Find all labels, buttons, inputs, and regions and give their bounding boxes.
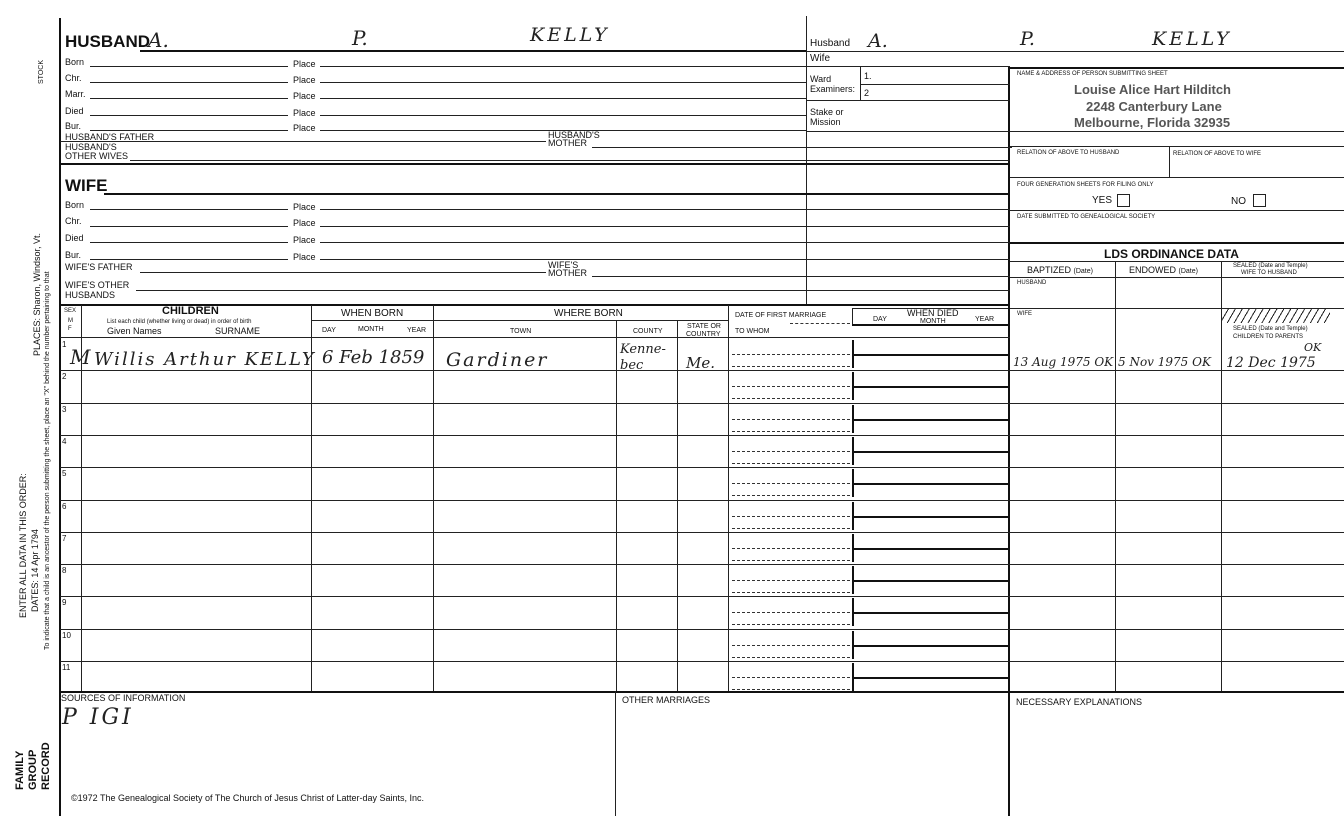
- wife-chr-place-label: Place: [293, 218, 316, 228]
- county-label: COUNTY: [633, 328, 663, 335]
- died-date-box[interactable]: [852, 437, 1010, 453]
- where-born-label: WHERE BORN: [554, 308, 623, 319]
- copyright-text: ©1972 The Genealogical Society of The Church of Jesus Christ of Latter-day Saints, Inc.: [71, 793, 424, 803]
- submitter-label: NAME & ADDRESS OF PERSON SUBMITTING SHEET: [1017, 71, 1168, 77]
- marriage-date-dash: [732, 516, 850, 517]
- baptized-date-text: (Date): [1073, 268, 1093, 275]
- husband-father-line: [60, 141, 546, 142]
- died-place-box[interactable]: [852, 679, 854, 691]
- child-1-county[interactable]: Kenne-bec: [620, 342, 666, 373]
- to-whom-dash: [732, 689, 850, 690]
- sealed-hatch: [1222, 309, 1330, 323]
- died-place-box[interactable]: [852, 421, 854, 433]
- submitter-end-line: [1010, 242, 1344, 244]
- child-row-number: 10: [62, 631, 71, 640]
- yes-checkbox[interactable]: [1117, 194, 1130, 207]
- died-date-box[interactable]: [852, 372, 1010, 388]
- husband-marr-label: Marr.: [65, 89, 86, 99]
- died-date-box[interactable]: [852, 502, 1010, 518]
- wife-other-husbands-line: [136, 290, 1010, 291]
- child-1-born[interactable]: 6 Feb 1859: [322, 347, 425, 368]
- sex-m-label: M: [68, 318, 73, 324]
- child-row-number: 11: [62, 663, 71, 672]
- state-col-line: [677, 320, 678, 691]
- when-born-sub-line: [312, 320, 434, 321]
- died-place-box[interactable]: [852, 614, 854, 626]
- sealed-wife-label-1: SEALED (Date and Temple): [1233, 263, 1308, 269]
- child-row-line: [60, 661, 1344, 662]
- child-row-line: [60, 629, 1344, 630]
- died-date-box[interactable]: [852, 405, 1010, 421]
- wife-name-line: [104, 193, 1010, 195]
- wife-died-place-label: Place: [293, 235, 316, 245]
- marriage-date-dash: [732, 354, 850, 355]
- wife-mother-label-1: WIFE'S: [548, 260, 579, 270]
- right-husband-line: [806, 51, 1344, 52]
- child-row-number: 1: [62, 340, 67, 349]
- husband-died-line: [90, 115, 288, 116]
- group-label: GROUP: [27, 749, 39, 790]
- husband-chr-place-line: [320, 82, 806, 83]
- husband-chr-place-label: Place: [293, 75, 316, 85]
- enter-data-order: ENTER ALL DATA IN THIS ORDER:: [18, 473, 28, 618]
- to-whom-dash: [732, 398, 850, 399]
- lds-husband-label: HUSBAND: [1017, 280, 1047, 286]
- marriage-date-dash: [732, 612, 850, 613]
- child-1-name[interactable]: Willis Arthur KELLY: [94, 349, 316, 370]
- died-day-label: DAY: [873, 316, 887, 323]
- child-row-number: 2: [62, 372, 67, 381]
- stake-end-line: [806, 131, 1010, 132]
- born-month-label: MONTH: [358, 326, 384, 333]
- wife-bur-label: Bur.: [65, 250, 82, 260]
- wife-born-place-line: [320, 209, 1010, 210]
- wife-mother-label-2: MOTHER: [548, 268, 587, 278]
- examiner-1: 1.: [864, 71, 872, 81]
- middle-border: [806, 16, 807, 306]
- sources-value[interactable]: P IGI: [62, 705, 134, 730]
- husband-born-line: [90, 66, 288, 67]
- submitter-line-2: [1010, 146, 1344, 147]
- died-month-label: MONTH: [920, 318, 946, 325]
- wife-born-label: Born: [65, 200, 85, 210]
- right-wife-line: [806, 66, 1010, 67]
- died-date-box[interactable]: [852, 663, 1010, 679]
- child-row-number: 7: [62, 534, 67, 543]
- lds-title-line: [1010, 261, 1344, 262]
- state-label-1: STATE OR: [687, 323, 721, 330]
- sealed-wife-label-2: WIFE TO HUSBAND: [1241, 270, 1297, 276]
- to-whom-label: TO WHOM: [735, 328, 770, 335]
- died-place-box[interactable]: [852, 582, 854, 594]
- children-note: List each child (whether living or dead) in order of birth: [107, 319, 252, 325]
- child-row-number: 6: [62, 502, 67, 511]
- submitter-city[interactable]: Melbourne, Florida 32935: [1074, 115, 1231, 130]
- no-checkbox[interactable]: [1253, 194, 1266, 207]
- wife-mother-line: [592, 276, 1010, 277]
- husband-bur-label: Bur.: [65, 121, 82, 131]
- child-1-town[interactable]: Gardiner: [446, 349, 549, 371]
- husband-died-label: Died: [65, 106, 84, 116]
- died-date-box[interactable]: [852, 534, 1010, 550]
- child-row-line: [60, 500, 1344, 501]
- child-row-number: 5: [62, 469, 67, 478]
- yes-label: YES: [1092, 195, 1113, 206]
- baptized-text: BAPTIZED: [1027, 265, 1072, 275]
- four-gen-end-line: [1010, 210, 1344, 211]
- died-place-box[interactable]: [852, 356, 854, 368]
- ancestor-instruction: To indicate that a child is an ancestor of the person submitting the sheet, place an "X" behind the number pertaining to that: [44, 271, 51, 650]
- right-husband-surname[interactable]: KELLY: [1152, 28, 1232, 50]
- submitter-street[interactable]: 2248 Canterbury Lane: [1086, 99, 1222, 114]
- died-place-box[interactable]: [852, 550, 854, 562]
- wife-chr-label: Chr.: [65, 216, 82, 226]
- state-label-2: COUNTRY: [686, 331, 721, 338]
- child-1-state[interactable]: Me.: [686, 354, 716, 372]
- examiners-label: Examiners:: [810, 84, 856, 94]
- child-row-line: [60, 596, 1344, 597]
- places-label: PLACES: Sharon, Windsor, Vt.: [32, 232, 42, 356]
- to-whom-dash: [732, 431, 850, 432]
- family-label: FAMILY: [14, 750, 26, 790]
- marriage-date-dash: [732, 677, 850, 678]
- first-marriage-dash: [790, 323, 850, 324]
- lds-title: LDS ORDINANCE DATA: [1104, 247, 1239, 261]
- child-1-sealed-note[interactable]: OK: [1304, 341, 1322, 354]
- wife-bur-place-line: [320, 259, 1010, 260]
- explanations-label: NECESSARY EXPLANATIONS: [1016, 697, 1143, 707]
- child-row-line: [60, 467, 1344, 468]
- top-right-line: [1008, 67, 1344, 69]
- given-names-label: Given Names: [107, 326, 162, 336]
- relation-husband-label: RELATION OF ABOVE TO HUSBAND: [1017, 150, 1120, 156]
- died-date-box[interactable]: [852, 598, 1010, 614]
- four-gen-label: FOUR GENERATION SHEETS FOR FILING ONLY: [1017, 182, 1154, 188]
- submitter-line-1: [1010, 131, 1344, 132]
- marriage-date-dash: [732, 645, 850, 646]
- marriage-date-dash: [732, 451, 850, 452]
- child-row-number: 4: [62, 437, 67, 446]
- wife-title: WIFE: [65, 176, 108, 195]
- wife-bur-line: [90, 259, 288, 260]
- to-whom-dash: [732, 528, 850, 529]
- endowed-date-text: (Date): [1178, 268, 1198, 275]
- husband-marr-line: [90, 98, 288, 99]
- when-died-label: WHEN DIED: [907, 308, 959, 318]
- marriage-col-line: [728, 305, 729, 691]
- husband-surname[interactable]: KELLY: [530, 24, 610, 46]
- child-row-line: [60, 564, 1344, 565]
- to-whom-dash: [732, 592, 850, 593]
- husband-given[interactable]: A.: [148, 28, 169, 52]
- sealed-children-label-1: SEALED (Date and Temple): [1233, 326, 1308, 332]
- to-whom-dash: [732, 624, 850, 625]
- to-whom-dash: [732, 463, 850, 464]
- other-marriages-label: OTHER MARRIAGES: [622, 695, 711, 705]
- right-husband-label: Husband: [810, 38, 851, 49]
- dates-example: DATES: 14 Apr 1794: [30, 529, 40, 612]
- endowed-text: ENDOWED: [1129, 265, 1176, 275]
- marriage-date-dash: [732, 483, 850, 484]
- husband-name-line: [140, 50, 806, 52]
- child-1-sealed[interactable]: 12 Dec 1975: [1226, 355, 1316, 371]
- record-label: RECORD: [40, 742, 52, 790]
- examiner-2: 2: [864, 88, 870, 98]
- sources-label: SOURCES OF INFORMATION: [61, 693, 186, 703]
- endowed-label: [1129, 265, 1198, 276]
- died-place-box[interactable]: [852, 388, 854, 400]
- died-date-box[interactable]: [852, 469, 1010, 485]
- to-whom-dash: [732, 366, 850, 367]
- right-husband-middle[interactable]: P.: [1020, 28, 1035, 50]
- child-row-line: [60, 532, 1344, 533]
- right-wife-label: Wife: [810, 53, 830, 64]
- husband-born-label: Born: [65, 57, 85, 67]
- county-col-line: [616, 320, 617, 691]
- to-whom-dash: [732, 657, 850, 658]
- husband-middle[interactable]: P.: [352, 26, 368, 50]
- no-label: NO: [1231, 196, 1246, 207]
- wife-father-label: WIFE'S FATHER: [65, 262, 133, 272]
- died-date-box[interactable]: [852, 631, 1010, 647]
- died-place-box[interactable]: [852, 518, 854, 530]
- examiner-1-line: [860, 84, 1010, 85]
- husband-marr-place-label: Place: [293, 91, 316, 101]
- sex-label: SEX: [64, 308, 77, 314]
- husband-father-label: HUSBAND'S FATHER: [65, 132, 155, 142]
- sex-f-label: F: [68, 326, 72, 332]
- child-row-line: [60, 403, 1344, 404]
- relation-end-line: [1010, 177, 1344, 178]
- died-date-box[interactable]: [852, 566, 1010, 582]
- wife-other-husbands-1: WIFE'S OTHER: [65, 280, 130, 290]
- where-born-col-line: [433, 305, 434, 691]
- died-year-label: YEAR: [975, 316, 995, 323]
- husband-mother-label-2: MOTHER: [548, 138, 587, 148]
- child-row-line: [60, 435, 1344, 436]
- died-header-bottom: [852, 324, 1008, 326]
- wife-died-label: Died: [65, 233, 84, 243]
- town-label: TOWN: [510, 328, 532, 335]
- husband-chr-label: Chr.: [65, 73, 82, 83]
- first-marriage-label: DATE OF FIRST MARRIAGE: [735, 312, 827, 319]
- died-place-box[interactable]: [852, 485, 854, 497]
- husband-died-place-label: Place: [293, 108, 316, 118]
- sealed-children-label-2: CHILDREN TO PARENTS: [1233, 334, 1304, 340]
- husband-mother-line: [592, 147, 1012, 148]
- stock-label: STOCK: [38, 60, 45, 84]
- child-1-baptized[interactable]: 13 Aug 1975 OK: [1013, 355, 1114, 369]
- child-row-number: 8: [62, 566, 67, 575]
- husband-other-wives-line: [130, 160, 1010, 161]
- where-born-sub-line: [434, 320, 728, 321]
- child-row-number: 3: [62, 405, 67, 414]
- lds-wife-label: WIFE: [1017, 311, 1032, 317]
- child-1-sex[interactable]: M: [70, 345, 91, 369]
- born-day-label: DAY: [322, 327, 336, 334]
- when-died-left-line: [852, 308, 853, 324]
- ward-end-line: [806, 100, 1010, 101]
- ward-label: Ward: [810, 74, 832, 84]
- wife-chr-place-line: [320, 226, 1010, 227]
- husband-born-place-label: Place: [293, 59, 316, 69]
- husband-bur-line: [90, 130, 288, 131]
- died-place-box[interactable]: [852, 647, 854, 659]
- child-row-number: 9: [62, 598, 67, 607]
- husband-mother-label-1: HUSBAND'S: [548, 130, 600, 140]
- wife-died-line: [90, 242, 288, 243]
- born-year-label: YEAR: [407, 327, 427, 334]
- children-header-line: [60, 337, 1010, 338]
- husband-other-wives-2: OTHER WIVES: [65, 151, 129, 161]
- stake-label: Stake or: [810, 107, 844, 117]
- relation-divider: [1169, 146, 1170, 177]
- right-husband-given[interactable]: A.: [868, 30, 888, 52]
- marriage-date-dash: [732, 386, 850, 387]
- submitter-name[interactable]: Louise Alice Hart Hilditch: [1074, 82, 1231, 97]
- footer-divider-1: [615, 691, 616, 816]
- marriage-date-dash: [732, 580, 850, 581]
- when-born-label: WHEN BORN: [341, 308, 404, 319]
- wife-bur-place-label: Place: [293, 252, 316, 262]
- marriage-date-dash: [732, 419, 850, 420]
- wife-born-place-label: Place: [293, 202, 316, 212]
- wife-born-line: [90, 209, 288, 210]
- relation-wife-label: RELATION OF ABOVE TO WIFE: [1173, 151, 1262, 157]
- husband-died-place-line: [320, 115, 806, 116]
- surname-label: SURNAME: [215, 326, 261, 336]
- to-whom-dash: [732, 495, 850, 496]
- marriage-date-dash: [732, 548, 850, 549]
- wife-other-husbands-2: HUSBANDS: [65, 290, 116, 300]
- lds-header-line: [1010, 277, 1344, 278]
- husband-title: HUSBAND: [65, 32, 150, 51]
- died-date-box[interactable]: [852, 340, 1010, 356]
- wife-father-line: [140, 272, 546, 273]
- died-place-box[interactable]: [852, 453, 854, 465]
- wife-died-place-line: [320, 242, 1010, 243]
- children-title: CHILDREN: [162, 305, 219, 317]
- husband-marr-place-line: [320, 98, 806, 99]
- husband-born-place-line: [320, 66, 806, 67]
- footer-top-line: [60, 691, 1344, 693]
- husband-other-wives-1: HUSBAND'S: [65, 142, 117, 152]
- husband-bur-place-label: Place: [293, 123, 316, 133]
- husband-section-end: [60, 163, 1010, 165]
- husband-chr-line: [90, 82, 288, 83]
- wife-chr-line: [90, 226, 288, 227]
- mission-label: Mission: [810, 117, 841, 127]
- child-1-endowed[interactable]: 5 Nov 1975 OK: [1118, 355, 1211, 369]
- to-whom-dash: [732, 560, 850, 561]
- baptized-label: [1027, 265, 1093, 276]
- date-submitted-label: DATE SUBMITTED TO GENEALOGICAL SOCIETY: [1017, 214, 1156, 220]
